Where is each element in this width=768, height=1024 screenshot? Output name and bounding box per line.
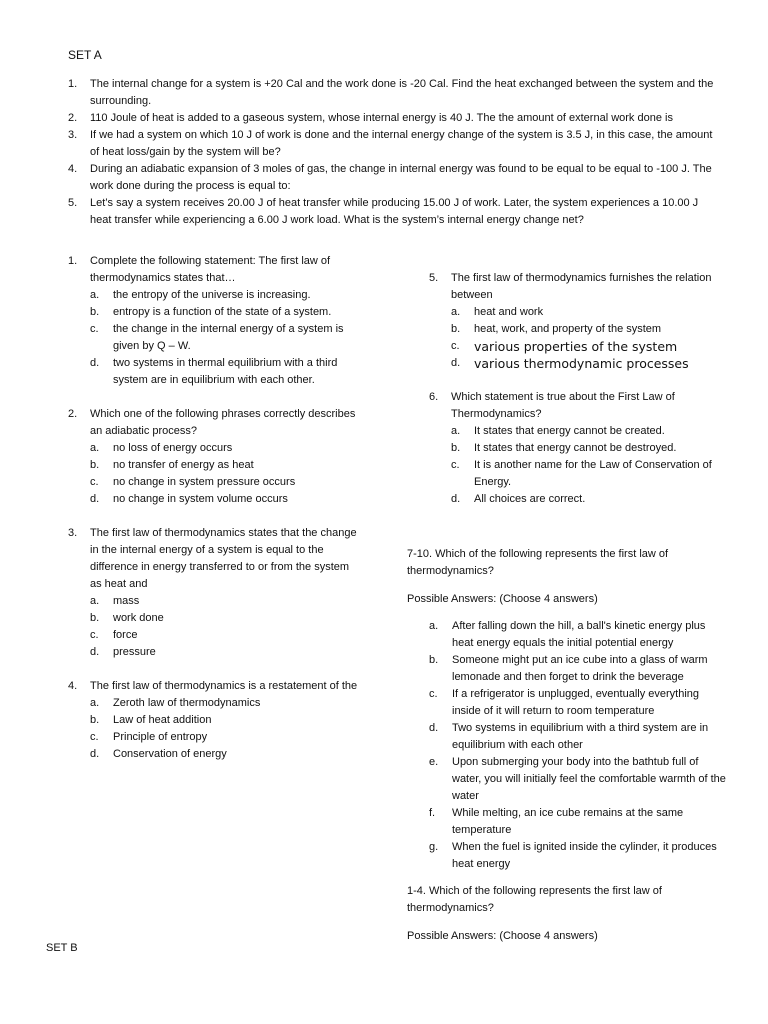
- problem-item: [68, 110, 718, 127]
- mcq-question-3: [68, 525, 358, 661]
- option: [90, 355, 358, 389]
- option: [429, 686, 729, 720]
- option: [451, 338, 729, 355]
- option-text: no change in system pressure occurs: [113, 476, 296, 488]
- option-text: Zeroth law of thermodynamics: [113, 697, 261, 709]
- option-text: Principle of entropy: [113, 731, 208, 743]
- option-letter: a.: [429, 620, 439, 632]
- option: [90, 712, 358, 729]
- option-letter: e.: [429, 756, 439, 768]
- option-letter: b.: [429, 654, 439, 666]
- option-text: no transfer of energy as heat: [113, 459, 254, 471]
- option: [90, 729, 358, 746]
- problem-number: 4.: [68, 163, 78, 175]
- option-letter: b.: [90, 612, 100, 624]
- option: [451, 355, 729, 372]
- option-letter: c.: [451, 340, 460, 352]
- option-text: two systems in thermal equilibrium with a third system are in equilibrium with each other.: [113, 357, 338, 386]
- question-text: 7-10. Which of the following represents the first law of thermodynamics?: [407, 548, 669, 577]
- possible-answers-label: Possible Answers: (Choose 4 answers): [407, 930, 598, 942]
- option-text: the change in the internal energy of a system is given by Q – W.: [113, 323, 344, 352]
- question-number: 6.: [429, 391, 439, 403]
- set-a-title: SET A: [68, 48, 102, 62]
- problem-text: During an adiabatic expansion of 3 moles of gas, the change in internal energy was found to be equal to be equal to -100 J. The work done during the process is equal to:: [90, 163, 712, 192]
- option-letter: b.: [90, 306, 100, 318]
- option-letter: d.: [90, 748, 100, 760]
- problem-text: If we had a system on which 10 J of work is done and the internal energy change of the system is 3.5 J, in this case, the amount of heat loss/gain by the system will be?: [90, 129, 713, 158]
- option-letter: c.: [90, 629, 99, 641]
- mcq-question-1: [68, 253, 358, 389]
- option: [90, 287, 358, 304]
- option: [90, 644, 358, 661]
- possible-answers-label: Possible Answers: (Choose 4 answers): [407, 593, 598, 605]
- option-text: heat and work: [474, 306, 544, 318]
- option-text: It states that energy cannot be created.: [474, 425, 665, 437]
- option-letter: c.: [451, 459, 460, 471]
- option: [90, 627, 358, 644]
- option-text: work done: [113, 612, 164, 624]
- option: [429, 720, 729, 754]
- option-letter: c.: [90, 323, 99, 335]
- problem-number: 1.: [68, 78, 78, 90]
- option: [451, 423, 729, 440]
- option-text: Someone might put an ice cube into a glass of warm lemonade and then forget to drink the beverage: [452, 654, 708, 683]
- option-text: no loss of energy occurs: [113, 442, 233, 454]
- q7-10-possible: [407, 591, 717, 608]
- option-letter: d.: [90, 357, 100, 369]
- problem-item: [68, 195, 718, 229]
- problem-list: [68, 76, 718, 229]
- option: [429, 618, 729, 652]
- option-letter: c.: [90, 731, 99, 743]
- option-text: force: [113, 629, 138, 641]
- option-letter: a.: [90, 697, 100, 709]
- option-text: various thermodynamic processes: [474, 356, 689, 371]
- question-number: 2.: [68, 408, 78, 420]
- option-letter: a.: [451, 306, 461, 318]
- option-text: mass: [113, 595, 140, 607]
- option-text: the entropy of the universe is increasing.: [113, 289, 311, 301]
- option-text: heat, work, and property of the system: [474, 323, 662, 335]
- question-text: The first law of thermodynamics is a restatement of the: [90, 680, 358, 692]
- option-letter: b.: [451, 442, 461, 454]
- option: [429, 652, 729, 686]
- q7-10-options: [429, 618, 729, 873]
- option-letter: d.: [90, 493, 100, 505]
- option-text: If a refrigerator is unplugged, eventually everything inside of it will return to room temperature: [452, 688, 700, 717]
- question-number: 3.: [68, 527, 78, 539]
- problem-number: 3.: [68, 129, 78, 141]
- option: [451, 304, 729, 321]
- problem-text: The internal change for a system is +20 Cal and the work done is -20 Cal. Find the heat exchanged between the system and the surrounding.: [90, 78, 714, 107]
- option-letter: d.: [429, 722, 439, 734]
- problem-text: 110 Joule of heat is added to a gaseous system, whose internal energy is 40 J. The the amount of external work done is: [90, 112, 673, 124]
- option: [429, 754, 729, 805]
- option-letter: d.: [451, 493, 461, 505]
- problem-item: [68, 127, 718, 161]
- option-text: no change in system volume occurs: [113, 493, 288, 505]
- option-text: Two systems in equilibrium with a third system are in equilibrium with each other: [452, 722, 709, 751]
- option-text: All choices are correct.: [474, 493, 586, 505]
- option-letter: b.: [90, 459, 100, 471]
- question-text: The first law of thermodynamics states that the change in the internal energy of a system is equal to the difference in energy transferred to or from the system as heat and: [90, 527, 357, 590]
- problem-text: Let’s say a system receives 20.00 J of heat transfer while producing 15.00 J of work. Later, the system experiences a 10.00 J heat transfer while experiencing a 6.00 J work load. What is the system’s internal energy change net?: [90, 197, 699, 226]
- mcq-question-5: [429, 270, 729, 372]
- option: [90, 593, 358, 610]
- option: [451, 321, 729, 338]
- q7-10-prompt: [407, 546, 717, 580]
- option: [451, 457, 729, 491]
- option-text: It is another name for the Law of Conservation of Energy.: [474, 459, 712, 488]
- option-letter: g.: [429, 841, 439, 853]
- mcq-question-2: [68, 406, 358, 508]
- option: [90, 457, 358, 474]
- question-text: Complete the following statement: The first law of thermodynamics states that…: [90, 255, 331, 284]
- option-letter: a.: [451, 425, 461, 437]
- mcq-question-4: [68, 678, 358, 763]
- problem-item: [68, 76, 718, 110]
- option: [90, 304, 358, 321]
- option: [90, 746, 358, 763]
- option-letter: b.: [451, 323, 461, 335]
- q1-4-possible: [407, 928, 717, 945]
- option-letter: d.: [451, 357, 461, 369]
- option: [90, 321, 358, 355]
- option-text: Conservation of energy: [113, 748, 227, 760]
- option-letter: a.: [90, 289, 100, 301]
- option-letter: f.: [429, 807, 436, 819]
- option: [90, 695, 358, 712]
- option: [451, 440, 729, 457]
- question-number: 1.: [68, 255, 78, 267]
- option-text: After falling down the hill, a ball's kinetic energy plus heat energy equals the initial potential energy: [452, 620, 706, 649]
- option-text: It states that energy cannot be destroyed.: [474, 442, 677, 454]
- option-text: pressure: [113, 646, 156, 658]
- problem-item: [68, 161, 718, 195]
- option-text: Upon submerging your body into the bathtub full of water, you will initially feel the comfortable warmth of the water: [452, 756, 726, 802]
- option: [90, 610, 358, 627]
- option-letter: d.: [90, 646, 100, 658]
- option-text: entropy is a function of the state of a system.: [113, 306, 332, 318]
- option-text: various properties of the system: [474, 339, 678, 354]
- option: [90, 474, 358, 491]
- option: [429, 805, 729, 839]
- option: [90, 440, 358, 457]
- option-letter: c.: [90, 476, 99, 488]
- option-letter: a.: [90, 595, 100, 607]
- problem-number: 5.: [68, 197, 78, 209]
- set-b-title: SET B: [46, 942, 78, 954]
- option-text: While melting, an ice cube remains at the same temperature: [452, 807, 684, 836]
- question-text: Which statement is true about the First Law of Thermodynamics?: [451, 391, 675, 420]
- question-text: The first law of thermodynamics furnishes the relation between: [451, 272, 712, 301]
- option: [90, 491, 358, 508]
- question-number: 5.: [429, 272, 439, 284]
- problem-number: 2.: [68, 112, 78, 124]
- option-letter: c.: [429, 688, 438, 700]
- option-letter: b.: [90, 714, 100, 726]
- option-letter: a.: [90, 442, 100, 454]
- option: [451, 491, 729, 508]
- question-number: 4.: [68, 680, 78, 692]
- option-text: Law of heat addition: [113, 714, 212, 726]
- option-text: When the fuel is ignited inside the cylinder, it produces heat energy: [452, 841, 717, 870]
- option: [429, 839, 729, 873]
- mcq-question-6: [429, 389, 729, 508]
- question-text: 1-4. Which of the following represents the first law of thermodynamics?: [407, 885, 662, 914]
- q1-4-prompt: [407, 883, 717, 917]
- question-text: Which one of the following phrases correctly describes an adiabatic process?: [90, 408, 356, 437]
